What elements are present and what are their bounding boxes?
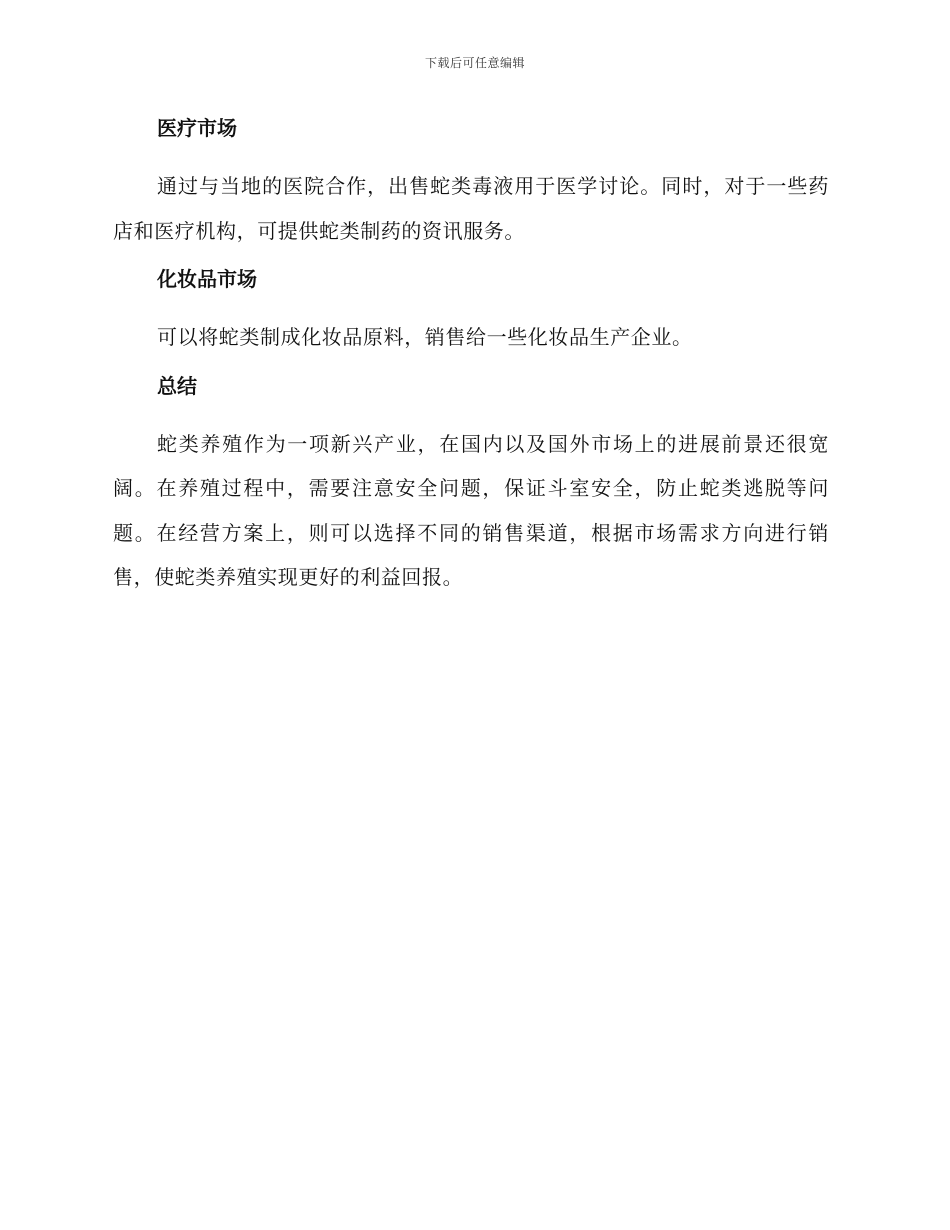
section-paragraph-medical-market: 通过与当地的医院合作，出售蛇类毒液用于医学讨论。同时，对于一些药店和医疗机构，可提供蛇类制药的资讯服务。 bbox=[113, 174, 829, 243]
section-paragraph-cosmetics-market: 可以将蛇类制成化妆品原料，销售给一些化妆品生产企业。 bbox=[157, 325, 693, 349]
section-title-summary: 总结 bbox=[157, 373, 197, 398]
section-title-medical-market: 医疗市场 bbox=[157, 116, 237, 140]
section-title-cosmetics-market: 化妆品市场 bbox=[157, 267, 257, 291]
document-body bbox=[113, 112, 829, 600]
page-header: 下载后可任意编辑 bbox=[424, 56, 525, 70]
section-paragraph-summary: 蛇类养殖作为一项新兴产业，在国内以及国外市场上的进展前景还很宽阔。在养殖过程中，需要注意安全问题，保证斗室安全，防止蛇类逃脱等问题。在经营方案上，则可以选择不同的销售渠道，根据市场需求方向进行销售，使蛇类养殖实现更好的利益回报。 bbox=[113, 431, 829, 589]
